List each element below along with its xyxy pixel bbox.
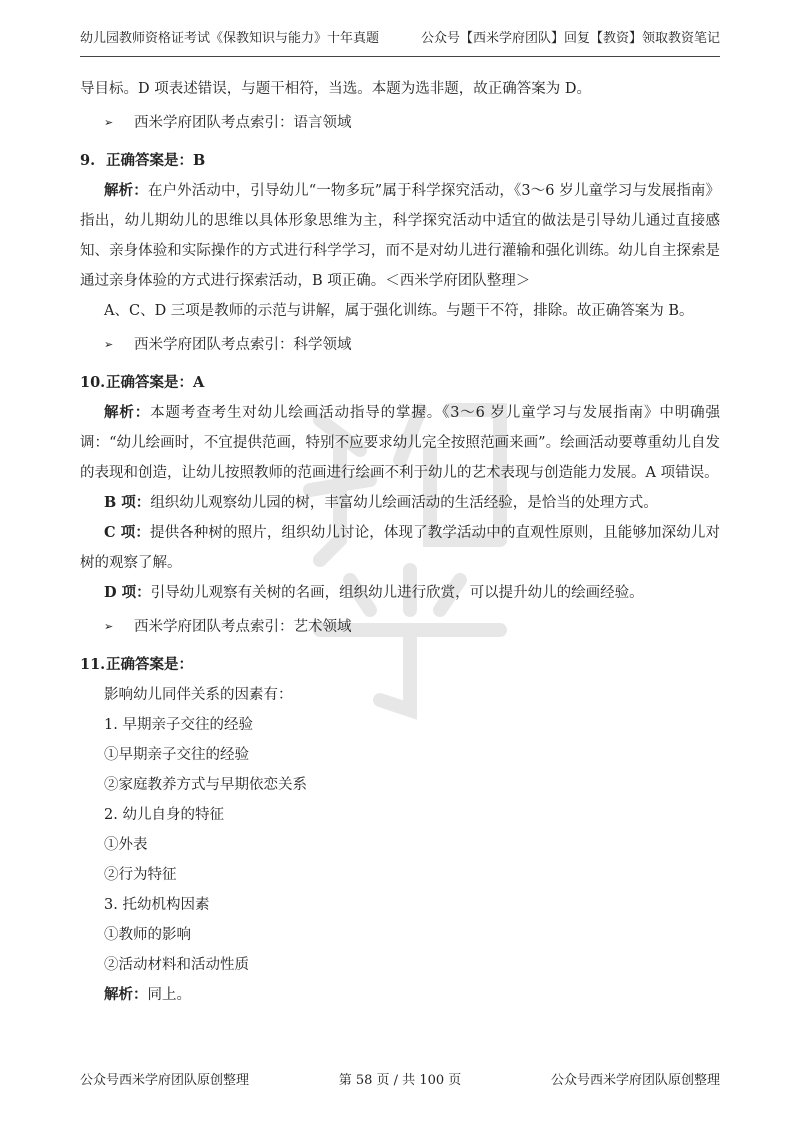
header-right: 公众号【西米学府团队】回复【教资】领取教资笔记 (420, 31, 720, 46)
q10-d-text: 引导幼儿观察有关树的名画，组织幼儿进行欣赏，可以提升幼儿的绘画经验。 (150, 585, 644, 601)
q11-line: ②家庭教养方式与早期依恋关系 (104, 777, 307, 793)
q11-analysis-text: 同上。 (147, 987, 191, 1003)
q10-number: 10. (80, 374, 106, 391)
q11-line: 影响幼儿同伴关系的因素有： (104, 687, 293, 703)
q10-option-d (80, 578, 720, 608)
q9-number: 9. (80, 152, 96, 169)
q11-answer: 正确答案是： (106, 656, 193, 673)
q11-line: 1. 早期亲子交往的经验 (104, 717, 253, 733)
q9-analysis-label: 解析： (104, 182, 148, 199)
arrow-bullet-icon: ➢ (104, 116, 114, 129)
q9-index (80, 330, 720, 360)
footer-right: 公众号西米学府团队原创整理 (550, 1073, 720, 1088)
q10-index-text: 西米学府团队考点索引：艺术领域 (134, 619, 352, 635)
header-left: 幼儿园教师资格证考试《保教知识与能力》十年真题 (80, 31, 380, 46)
q11-analysis-label: 解析： (104, 986, 148, 1003)
q10-b-text: 组织幼儿观察幼儿园的树，丰富幼儿绘画活动的生活经验，是恰当的处理方式。 (150, 495, 658, 511)
q10-c-text: 提供各种树的照片，组织幼儿讨论，体现了教学活动中的直观性原则，且能够加深幼儿对树的观察了解。 (80, 525, 720, 571)
q9-header (80, 146, 720, 176)
q9-index-text: 西米学府团队考点索引：科学领域 (134, 337, 352, 353)
q11-header (80, 650, 720, 680)
answer-content (80, 74, 720, 1010)
q10-c-label: C 项： (104, 524, 150, 541)
q10-b-label: B 项： (104, 494, 151, 511)
page-header (80, 26, 720, 46)
q9-analysis-text: 在户外活动中，引导幼儿“一物多玩”属于科学探究活动，《3～6 岁儿童学习与发展指南》指出，幼儿期幼儿的思维以具体形象思维为主，科学探究活动中适宜的做法是引导幼儿通过直接感知、亲身体验和实际操作的方式进行科学学习，而不是对幼儿进行灌输和强化训练。幼儿自主探索是通过亲身体验的方式进行探索活动，B 项正确。＜西米学府团队整理＞ (80, 183, 720, 289)
q10-answer: 正确答案是：A (106, 374, 205, 391)
page-footer (80, 1069, 720, 1088)
q10-d-label: D 项： (104, 584, 151, 601)
q9-other: A、C、D 三项是教师的示范与讲解，属于强化训练。与题干不符，排除。故正确答案为 B。 (104, 303, 694, 319)
prev-answer-text: 导目标。D 项表述错误，与题干相符，当选。本题为选非题，故正确答案为 D。 (80, 81, 591, 97)
q11-number: 11. (80, 656, 106, 673)
q11-line: ②行为特征 (104, 867, 177, 883)
q10-analysis (80, 398, 720, 488)
q11-line: ①早期亲子交往的经验 (104, 747, 249, 763)
q11-line: 2. 幼儿自身的特征 (104, 807, 224, 823)
q11-line: ①教师的影响 (104, 927, 191, 943)
q10-index (80, 612, 720, 642)
arrow-bullet-icon: ➢ (104, 338, 114, 351)
prev-index-text: 西米学府团队考点索引：语言领域 (134, 115, 352, 131)
q9-answer: 正确答案是：B (106, 152, 206, 169)
q11-line: 3. 托幼机构因素 (104, 897, 210, 913)
q10-header (80, 368, 720, 398)
q10-analysis-text: 本题考查考生对幼儿绘画活动指导的掌握。《3～6 岁儿童学习与发展指南》中明确强调：“幼儿绘画时，不宜提供范画，特别不应要求幼儿完全按照范画来画”。绘画活动要尊重幼儿自发的表现和创造，让幼儿按照教师的范画进行绘画不利于幼儿的艺术表现与创造能力发展。A 项错误。 (80, 405, 721, 481)
header-rule (80, 56, 720, 57)
arrow-bullet-icon: ➢ (104, 620, 114, 633)
q11-analysis (80, 980, 720, 1010)
footer-left: 公众号西米学府团队原创整理 (80, 1073, 250, 1088)
page-number: 第 58 页 / 共 100 页 (338, 1073, 462, 1088)
q11-line: ①外表 (104, 837, 148, 853)
q10-analysis-label: 解析： (104, 404, 151, 421)
q11-line: ②活动材料和活动性质 (104, 957, 249, 973)
q10-option-b (80, 488, 720, 518)
q10-option-c (80, 518, 720, 578)
q9-analysis (80, 176, 720, 296)
prev-index (80, 108, 720, 138)
